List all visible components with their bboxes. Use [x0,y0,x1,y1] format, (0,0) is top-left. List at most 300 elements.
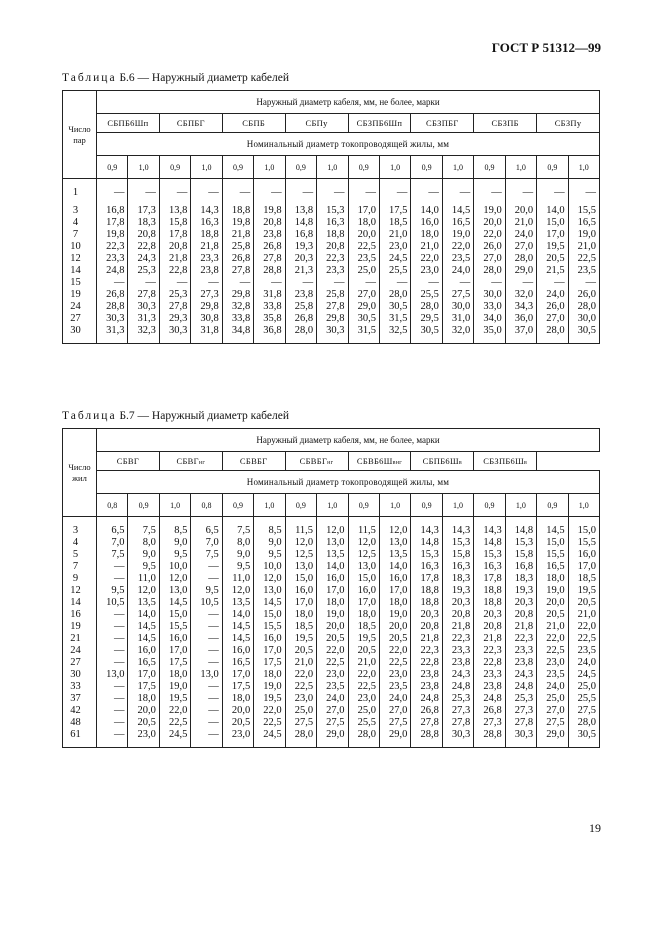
table7-cell-value: 13,0 [106,669,125,680]
table7-cell-value: 11,5 [357,525,376,536]
table6-cell-value: 15,8 [168,217,188,228]
table7-cell-value: 13,5 [389,549,408,560]
table7-cell-value: 29,0 [326,729,345,740]
table7-cell-value: 11,0 [232,573,251,584]
table7-cell-value: 9,5 [268,549,282,560]
table7-cell-value: 22,8 [420,657,439,668]
table6-cell-value: — [491,187,502,198]
table6-cell-value: 16,3 [200,217,219,228]
table7-cell-value: 12,0 [168,573,188,584]
table7-core-diameter: 0,8 [97,494,128,517]
table7-cell-value: 22,5 [546,645,565,656]
table7-cell-value: 23,5 [326,681,345,692]
table7-cell-value: 20,0 [546,597,565,608]
table7-cell-value: 12,0 [263,573,282,584]
table7-core-diameter: 1,0 [379,494,410,517]
table7-cell-value: 24,0 [577,657,596,668]
table6-mark-label: СБПБ [242,118,266,128]
table6-cell-value: 23,8 [294,289,314,300]
table7-value-column [442,517,473,748]
table7-cell-value: 19,0 [168,681,188,692]
table7-core-diameter: 1,0 [317,494,348,517]
table7-cell-value: 25,3 [514,693,534,704]
table7-cell-value: 27,8 [451,717,471,728]
table6-core-diameter: 0,9 [348,156,379,179]
table6-cell-value: 16,8 [294,229,314,240]
table6-row-count: 15 [70,277,81,288]
table7-core-diameter: 0,9 [474,494,505,517]
table7-cell-value: 15,3 [451,537,471,548]
table7-cell-value: 15,3 [420,549,439,560]
table7-cell-value: 22,0 [357,669,376,680]
table6-row-count: 27 [70,313,81,324]
table7-cell-value: 15,5 [168,621,188,632]
table7-cell-value: 20,8 [420,621,439,632]
table7-cell-value: 22,5 [389,657,408,668]
table7-cell-value: 14,8 [483,537,502,548]
table6-cell-value: — [396,187,408,198]
table7-mark-header [159,452,222,471]
table6-cell-value: 33,8 [263,301,282,312]
table7-first-col-header: Число жил [63,429,97,517]
table7-cell-value: 8,0 [237,537,251,548]
table7-cell-value: 18,0 [546,573,565,584]
table7-cell-value: 21,0 [546,621,565,632]
table7-cell-value: 16,0 [326,573,345,584]
table6-cell-value: — [239,187,251,198]
table7-cell-value: 21,0 [294,657,314,668]
table7-mark-subscript: нг [198,460,206,466]
table6-cell-value: 18,8 [231,205,251,216]
table7-cell-value: 15,5 [263,621,282,632]
table7-cell-value: 19,0 [263,681,282,692]
table7-cell-value: 20,5 [294,645,314,656]
table7-cell-value: 20,8 [451,609,471,620]
table7-cell-value: 17,5 [168,657,188,668]
table6-cell-value: 22,0 [483,229,502,240]
table7-cell-value: 17,0 [294,597,314,608]
table7-cell-value: 15,8 [514,549,534,560]
table7-cell-value: 18,8 [483,585,502,596]
table7-cell-value: 27,0 [326,705,345,716]
table6-cell-value: 31,3 [106,325,125,336]
table7-value-column [128,517,159,748]
table6-cell-value: 20,8 [263,217,282,228]
table6-cell-value: 28,0 [294,325,314,336]
table7-cell-value: 6,5 [111,525,125,536]
table6-mark-header [537,114,600,133]
table7-cell-value: 23,5 [389,681,408,692]
table7-cell-value: 23,0 [546,657,565,668]
table7-cell-value: — [208,633,219,644]
table7-cell-value: 13,5 [137,597,156,608]
table6-cell-value: 27,8 [137,289,156,300]
table6-cell-value: 23,5 [357,253,376,264]
table7-mark-label: СБПБ6Ш [422,456,459,466]
table6-cell-value: 30,5 [420,325,439,336]
table6-caption [62,72,289,84]
table7-row-count: 33 [70,681,81,692]
table6-cell-value: 31,5 [357,325,376,336]
table7-cell-value: 17,0 [263,645,282,656]
table7-cell-value: 21,8 [514,621,534,632]
table7-cell-value: 12,5 [357,549,376,560]
table6-cell-value: 22,8 [137,241,156,252]
table6-cell-value: 29,0 [514,265,534,276]
table7-cell-value: 17,0 [231,669,251,680]
table7-cell-value: 12,5 [294,549,314,560]
table7-cell-value: 25,5 [357,717,376,728]
table7-cell-value: 22,0 [263,705,282,716]
table6-cell-value: 25,8 [294,301,314,312]
table6-cell-value: — [334,187,345,198]
table7-cell-value: 10,5 [106,597,125,608]
table7-cell-value: 15,0 [294,573,314,584]
table7-cell-value: 19,5 [577,585,596,596]
table7-cell-value: 19,3 [451,585,471,596]
table6-cell-value: 20,8 [137,229,156,240]
table7-cell-value: 9,5 [205,585,219,596]
table6-mark-header [285,114,348,133]
table7-cell-value: 7,0 [111,537,125,548]
table6-cell-value: 30,5 [357,313,376,324]
table6-cell-value: 17,8 [106,217,125,228]
table7-cell-value: 25,3 [451,693,471,704]
table7-row-count: 61 [70,729,81,740]
table6-cell-value: 13,8 [168,205,188,216]
table6-cell-value: 29,0 [357,301,376,312]
table6-mark-label: СБЗПБГ [426,118,459,128]
table6-cell-value: 23,8 [263,229,282,240]
table7-cell-value: 18,8 [483,597,502,608]
table7-cell-value: 10,0 [263,561,282,572]
table6-cell-value: 27,0 [357,289,376,300]
table7-cell-value: 13,0 [389,537,408,548]
table7-cell-value: 19,5 [294,633,314,644]
table7-cell-value: 13,0 [294,561,314,572]
table7-cell-value: 14,5 [168,597,188,608]
table6-cell-value: 21,0 [420,241,439,252]
table7-cell-value: 23,0 [137,729,156,740]
table6-cell-value: 16,8 [106,205,125,216]
table6-cell-value: 27,3 [200,289,219,300]
table7-value-column [474,517,505,748]
table7-cell-value: 27,3 [451,705,471,716]
table6-top-header: Наружный диаметр кабеля, мм, не более, марки [97,91,600,114]
table7-cell-value: 19,5 [357,633,376,644]
table7-cell-value: 15,8 [451,549,471,560]
table7-mark-label: СБВГ [116,456,140,466]
table6-cell-value: 25,8 [326,289,345,300]
table6-cell-value: 34,0 [483,313,502,324]
table7-cell-value: 9,0 [142,549,156,560]
table7-value-column [159,517,190,748]
table6-cell-value: 14,5 [451,205,471,216]
table6-mark-label: СБПБГ [176,118,205,128]
table6-cell-value: 21,8 [168,253,188,264]
table6-cell-value: 22,5 [357,241,376,252]
table6-cell-value: 30,0 [451,301,471,312]
table7-cell-value: 30,3 [514,729,534,740]
table7-cell-value: 13,5 [231,597,251,608]
table6-cell-value: 16,5 [451,217,471,228]
table7-row-count: 19 [70,621,81,632]
table7-cell-value: 7,5 [111,549,125,560]
table6-cell-value: 28,8 [263,265,282,276]
table6-value-column [442,179,473,344]
table7-cell-value: 22,5 [168,717,188,728]
table7-value-column [411,517,442,748]
table6-cell-value: 27,0 [483,253,502,264]
table6-cell-value: 17,3 [137,205,156,216]
table6-cell-value: 27,8 [326,301,345,312]
table6-mark-header [222,114,285,133]
table7-cell-value: 15,0 [357,573,376,584]
table7-core-diameter: 0,9 [348,494,379,517]
table6-cell-value: 30,5 [389,301,408,312]
table7-cell-value: — [113,621,125,632]
table6-cell-value: 28,0 [546,325,565,336]
table6-cell-value: 20,0 [514,205,534,216]
table7-cell-value: 22,0 [546,633,565,644]
table6-cell-value: 14,8 [294,217,314,228]
table6-row-count: 19 [70,289,81,300]
table7-mark-subscript: в [524,460,528,466]
table6-cell-value: 21,3 [294,265,314,276]
table6-value-column [474,179,505,344]
table6-cell-value: 20,8 [326,241,345,252]
table7-cell-value: 24,8 [420,693,439,704]
table6-core-diameter: 1,0 [128,156,159,179]
table7-value-column [348,517,379,748]
table7-cell-value: 19,5 [263,693,282,704]
table6-cell-value: — [145,277,156,288]
table6-cell-value: 25,0 [357,265,376,276]
table7-cell-value: — [113,633,125,644]
table6-cell-value: 18,3 [137,217,156,228]
table6-first-col-header: Число пар [63,91,97,179]
table6-cell-value: 21,8 [231,229,251,240]
table7-cell-value: 9,5 [111,585,125,596]
table6-count-column [63,179,97,344]
table7-cell-value: 28,0 [357,729,376,740]
table7-mark-label: СБЗПБ6Ш [483,456,524,466]
table7-cell-value: 18,5 [357,621,376,632]
table6-cell-value: 28,0 [483,265,502,276]
table7-cell-value: 17,5 [263,657,282,668]
table6-cell-value: 20,3 [294,253,314,264]
table7-row-count: 7 [72,561,79,572]
table6-cell-value: 28,0 [514,253,534,264]
table7-cell-value: 13,0 [326,537,345,548]
table6-cell-value: 19,8 [263,205,282,216]
table7-cell-value: 20,5 [389,633,408,644]
table7-cell-value: 14,5 [137,633,156,644]
table7-value-column [317,517,348,748]
table7-cell-value: 24,5 [168,729,188,740]
table7-caption-text: Б.7 — Наружный диаметр кабелей [119,410,289,422]
table6-row-count: 3 [72,205,79,216]
table7-cell-value: — [208,561,219,572]
table7-cell-value: 21,8 [451,621,471,632]
table7-cell-value: 9,5 [174,549,188,560]
table6-cell-value: — [491,277,502,288]
table7-cell-value: 24,8 [483,693,502,704]
table7-cell-value: 14,8 [514,525,534,536]
table7-cell-value: 22,5 [326,657,345,668]
table7-cell-value: 23,5 [546,669,565,680]
table7-cell-value: 14,8 [420,537,439,548]
table7-cell-value: 15,0 [577,525,596,536]
table7-row-count: 4 [72,537,79,548]
table6-cell-value: 28,8 [106,301,125,312]
table7-cell-value: — [113,645,125,656]
table6-cell-value: — [554,277,565,288]
table7-cell-value: 23,8 [483,681,502,692]
table7-cell-value: 7,0 [205,537,219,548]
table7-mark-label: СБВБГ [299,456,328,466]
table7-cell-value: 15,0 [546,537,565,548]
table7-cell-value: 22,3 [451,633,471,644]
table7-cell-value: — [113,693,125,704]
table6-core-diameter: 1,0 [568,156,599,179]
table6-cell-value: 25,5 [389,265,408,276]
table7-cell-value: 20,0 [326,621,345,632]
table6-cell-value: 17,5 [389,205,408,216]
table7-cell-value: 22,0 [389,645,408,656]
table7-mark-header [222,452,285,471]
table7-cell-value: 17,0 [389,585,408,596]
table6-cell-value: — [334,277,345,288]
table7-cell-value: — [208,729,219,740]
table6-cell-value: 22,5 [577,253,596,264]
table7-cell-value: 20,5 [326,633,345,644]
table7-cell-value: 15,0 [263,609,282,620]
table7-cell-value: 14,5 [546,525,565,536]
table6-core-diameter: 0,9 [97,156,128,179]
table7-cell-value: 14,0 [326,561,345,572]
table6-cell-value: 24,3 [137,253,156,264]
table7-cell-value: 29,0 [546,729,565,740]
table6-value-column [128,179,159,344]
table7-cell-value: 16,3 [420,561,439,572]
table6-cell-value: 22,0 [451,241,471,252]
table6-cell-value: 23,3 [106,253,125,264]
table7-cell-value: 20,0 [137,705,156,716]
table7-cell-value: 25,0 [577,681,596,692]
table7-cell-value: 19,0 [326,609,345,620]
table7-cell-value: 22,0 [294,669,314,680]
table7-cell-value: 27,3 [514,705,534,716]
table6-cell-value: 18,8 [200,229,219,240]
table7-cell-value: 23,0 [357,693,376,704]
table7-value-column [97,517,128,748]
table7-cell-value: 25,0 [546,693,565,704]
table7-cell-value: — [208,681,219,692]
table6-caption-prefix: Таблица [62,72,117,84]
table6-cell-value: 24,0 [451,265,471,276]
table7-cell-value: 16,5 [231,657,251,668]
table7-top-header: Наружный диаметр кабеля, мм, не более, марки [97,429,600,452]
table7-cell-value: 12,0 [357,537,376,548]
table6-cell-value: 31,8 [263,289,282,300]
table6-row-count: 30 [70,325,81,336]
table6-cell-value: 25,5 [420,289,439,300]
table6-cell-value: — [585,187,596,198]
table7-cell-value: — [113,705,125,716]
table7-row-count: 16 [70,609,81,620]
table7-cell-value: 22,5 [577,633,596,644]
table7-cell-value: 27,5 [577,705,596,716]
table6-cell-value: 26,8 [106,289,125,300]
table7-cell-value: 23,5 [577,645,596,656]
table6-cell-value: 17,0 [357,205,376,216]
table7-cell-value: 27,5 [326,717,345,728]
table6-cell-value: — [271,277,282,288]
table7-mark-subscript: внг [392,460,402,466]
table6-cell-value: — [428,277,439,288]
page-number: 19 [589,821,601,835]
table6-cell-value: 19,8 [106,229,125,240]
table7-cell-value: — [113,681,125,692]
table6-value-column [159,179,190,344]
table6-cell-value: 34,8 [231,325,251,336]
table6-cell-value: 30,3 [137,301,156,312]
table7-cell-value: 7,5 [142,525,156,536]
table6-mark-header [97,114,160,133]
table7-cell-value: 22,0 [168,705,188,716]
table7-cell-value: 8,5 [174,525,188,536]
table6-cell-value: 36,8 [263,325,282,336]
table7-row-count: 9 [72,573,79,584]
table6-cell-value: 32,8 [231,301,251,312]
table6-cell-value: 27,5 [451,289,471,300]
table7-cell-value: 20,5 [231,717,251,728]
table6-cell-value: 30,3 [168,325,188,336]
table7-cell-value: 14,0 [137,609,156,620]
table6-cell-value: 22,3 [106,241,125,252]
table6-mark-header [159,114,222,133]
table6-cell-value: 21,0 [514,217,534,228]
table7-cell-value: 22,3 [420,645,439,656]
table7-row-count: 30 [70,669,81,680]
table6-nominal-header: Номинальный диаметр токопроводящей жилы, мм [97,133,600,156]
table7-cell-value: 20,8 [483,621,502,632]
table6-cell-value: 20,8 [168,241,188,252]
table7-cell-value: 9,5 [237,561,251,572]
table6-cell-value: 21,5 [546,265,565,276]
table7-cell-value: 22,0 [577,621,596,632]
table6-row-count: 24 [70,301,81,312]
table6-value-column [568,179,599,344]
table7-cell-value: 20,3 [514,597,534,608]
table7-row-count: 24 [70,645,81,656]
table6-core-diameter: 1,0 [254,156,285,179]
table6-row-count: 1 [72,187,79,198]
table6-mark-header [474,114,537,133]
table7-cell-value: 24,3 [451,669,471,680]
table6-core-diameter: 0,9 [411,156,442,179]
table6-cell-value: 27,8 [168,301,188,312]
table6-cell-value: 15,0 [546,217,565,228]
table7-cell-value: 16,5 [137,657,156,668]
table7-cell-value: 7,5 [237,525,251,536]
table7-cell-value: 24,8 [514,681,534,692]
document-header: ГОСТ Р 51312—99 [491,40,601,55]
table6-cell-value: 16,5 [577,217,596,228]
table6-cell-value: 16,0 [420,217,439,228]
table7-cell-value: 26,8 [420,705,439,716]
